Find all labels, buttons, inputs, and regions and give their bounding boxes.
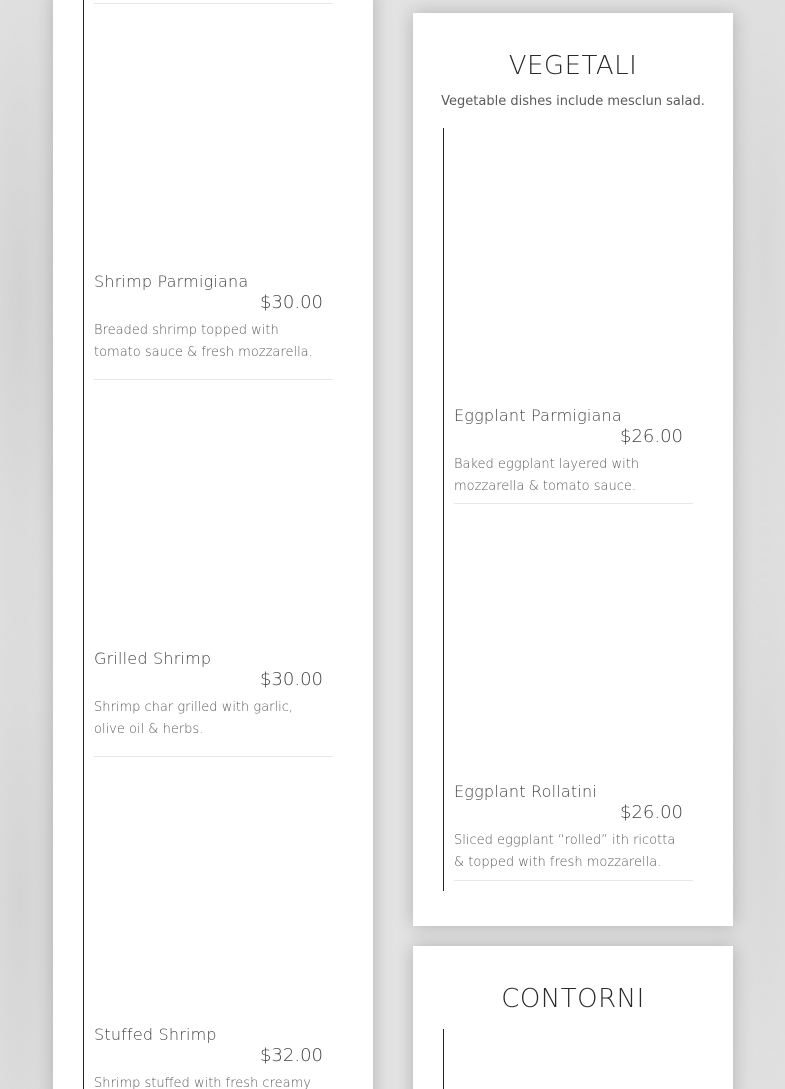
item-divider: [454, 880, 693, 881]
item-price: $32.00: [260, 1045, 323, 1066]
menu-card-vegetali: [413, 13, 733, 926]
item-name: Shrimp Parmigiana: [94, 272, 249, 291]
item-divider: [454, 503, 693, 504]
section-rule: [443, 1029, 444, 1089]
section-title: CONTORNI: [501, 984, 645, 1014]
item-price: $26.00: [620, 802, 683, 823]
item-description: Breaded shrimp topped with tomato sauce & fresh mozzarella.: [94, 323, 313, 360]
item-description: Sliced eggplant “rolled” ith ricotta & topped with fresh mozzarella.: [454, 833, 676, 870]
item-price: $30.00: [260, 669, 323, 690]
item-divider: [94, 379, 333, 380]
menu-card-contorni: [413, 946, 733, 1089]
item-description: Baked eggplant layered with mozzarella & tomato sauce.: [454, 457, 640, 494]
section-title: VEGETALI: [508, 51, 638, 81]
item-name: Eggplant Rollatini: [454, 782, 598, 801]
item-price: $26.00: [620, 426, 683, 447]
item-description: Shrimp stuffed with fresh creamy: [94, 1076, 311, 1089]
item-name: Grilled Shrimp: [94, 649, 212, 668]
section-rule: [83, 0, 84, 1089]
menu-card-seafood: [53, 0, 373, 1089]
item-name: Eggplant Parmigiana: [454, 406, 622, 425]
item-price: $30.00: [260, 292, 323, 313]
item-divider: [94, 756, 333, 757]
item-divider: [94, 3, 333, 4]
section-subtitle: Vegetable dishes include mesclun salad.: [441, 94, 705, 109]
item-name: Stuffed Shrimp: [94, 1025, 217, 1044]
item-description: Shrimp char grilled with garlic, olive oil & herbs.: [94, 700, 294, 737]
section-rule: [443, 128, 444, 891]
